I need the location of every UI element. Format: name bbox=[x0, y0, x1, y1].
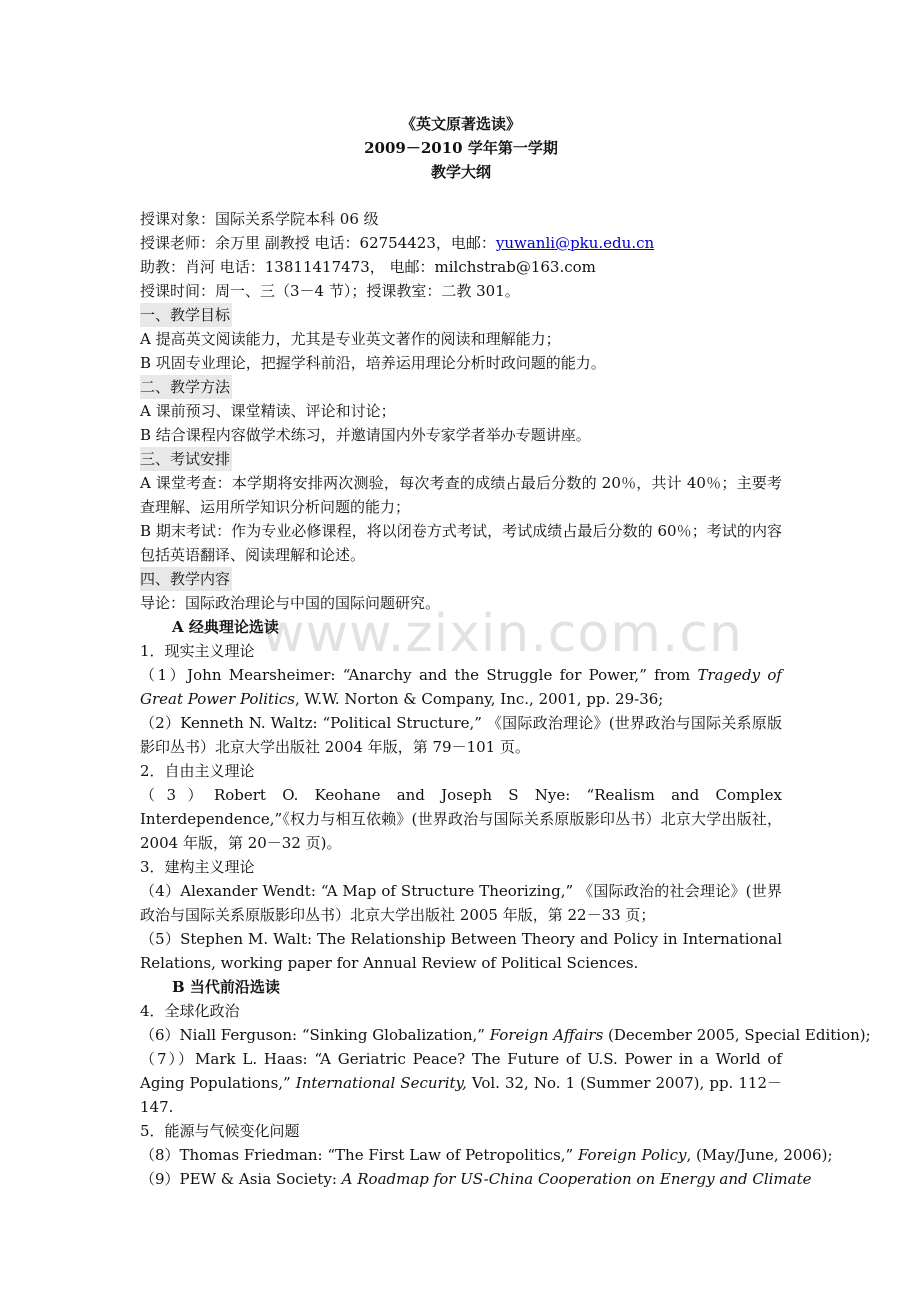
section-goals-title: 一、教学目标 bbox=[140, 303, 232, 327]
reading-8-date: , (May/June, 2006); bbox=[686, 1146, 833, 1164]
goal-a: A 提高英文阅读能力，尤其是专业英文著作的阅读和理解能力； bbox=[140, 330, 561, 348]
reading-9-title: A Roadmap for US-China Cooperation on Energy and Climate bbox=[341, 1170, 812, 1188]
reading-7-issue: Vol. 32, No. 1 (Summer 2007), pp. 112－147. bbox=[140, 1074, 783, 1116]
watermark: www.zixin.com.cn bbox=[262, 604, 743, 664]
reading-1-text: （1）John Mearsheimer: “Anarchy and the Struggle for Power,” from bbox=[140, 666, 698, 684]
reading-4: （4）Alexander Wendt: “A Map of Structure Theorizing,” 《国际政治的社会理论》(世界政治与国际关系原版影印丛书）北京大学出版社 2005 年版，第 22－33 页； bbox=[140, 882, 782, 924]
reading-6-journal: Foreign Affairs bbox=[489, 1026, 604, 1044]
section-content bbox=[140, 567, 782, 591]
term-title: 2009－2010 学年第一学期 bbox=[364, 139, 558, 157]
teacher-text: 授课老师：余万里 副教授 电话：62754423，电邮： bbox=[140, 234, 496, 252]
section-methods bbox=[140, 375, 782, 399]
syllabus-page bbox=[140, 112, 871, 1191]
section-exams-title: 三、考试安排 bbox=[140, 447, 232, 471]
reading-8 bbox=[140, 1143, 833, 1167]
section-content-title: 四、教学内容 bbox=[140, 567, 232, 591]
reading-9-text: （9）PEW & Asia Society: bbox=[140, 1170, 342, 1188]
teacher-line bbox=[140, 231, 782, 255]
reading-7-text: （7））Mark L. Haas: “A Geriatric Peace? The Future of U.S. Power in a World of Aging Populations,” bbox=[140, 1050, 782, 1092]
topic-liberalism: 2．自由主义理论 bbox=[140, 762, 255, 780]
section-methods-title: 二、教学方法 bbox=[140, 375, 232, 399]
reading-7-journal: International Security, bbox=[295, 1074, 467, 1092]
topic-globalization: 4．全球化政治 bbox=[140, 1002, 240, 1020]
reading-1-publisher: , W.W. Norton & Company, Inc., 2001, pp. 29-36; bbox=[294, 690, 664, 708]
audience-line: 授课对象：国际关系学院本科 06 级 bbox=[140, 210, 379, 228]
reading-8-text: （8）Thomas Friedman: “The First Law of Petropolitics,” bbox=[140, 1146, 578, 1164]
goal-b: B 巩固专业理论，把握学科前沿，培养运用理论分析时政问题的能力。 bbox=[140, 354, 606, 372]
method-a: A 课前预习、课堂精读、评论和讨论； bbox=[140, 402, 396, 420]
exam-b: B 期末考试：作为专业必修课程，将以闭卷方式考试，考试成绩占最后分数的 60％；考试的内容包括英语翻译、阅读理解和论述。 bbox=[140, 522, 782, 564]
reading-6-text: （6）Niall Ferguson: “Sinking Globalization,” bbox=[140, 1026, 490, 1044]
topic-realism: 1．现实主义理论 bbox=[140, 642, 255, 660]
spacer bbox=[140, 184, 782, 207]
reading-2: （2）Kenneth N. Waltz: “Political Structure,” 《国际政治理论》(世界政治与国际关系原版影印丛书）北京大学出版社 2004 年版，第 79－101 页。 bbox=[140, 714, 782, 756]
reading-6-date: (December 2005, Special Edition); bbox=[603, 1026, 871, 1044]
exam-a: A 课堂考查：本学期将安排两次测验，每次考查的成绩占最后分数的 20％，共计 40％；主要考查理解、运用所学知识分析问题的能力； bbox=[140, 474, 782, 516]
method-b: B 结合课程内容做学术练习，并邀请国内外专家学者举办专题讲座。 bbox=[140, 426, 591, 444]
topic-constructivism: 3．建构主义理论 bbox=[140, 858, 255, 876]
reading-1 bbox=[140, 663, 782, 711]
reading-7 bbox=[140, 1047, 782, 1119]
reading-9 bbox=[140, 1167, 812, 1191]
reading-8-journal: Foreign Policy bbox=[577, 1146, 687, 1164]
intro-line: 导论：国际政治理论与中国的国际问题研究。 bbox=[140, 594, 441, 612]
section-exams bbox=[140, 447, 782, 471]
doc-type-title: 教学大纲 bbox=[430, 163, 491, 181]
part-b-heading: B 当代前沿选读 bbox=[172, 978, 280, 996]
assistant-line: 助教：肖河 电话：13811417473， 电邮：milchstrab@163.com bbox=[140, 258, 596, 276]
reading-6 bbox=[140, 1023, 871, 1047]
section-goals bbox=[140, 303, 782, 327]
course-title: 《英文原著选读》 bbox=[400, 115, 521, 133]
reading-1-book: Tragedy of Great Power Politics bbox=[140, 666, 782, 708]
teacher-email-link[interactable]: yuwanli@pku.edu.cn bbox=[495, 234, 655, 252]
topic-energy: 5．能源与气候变化问题 bbox=[140, 1122, 300, 1140]
reading-5: （5）Stephen M. Walt: The Relationship Between Theory and Policy in International Relations, working paper for Annual Review of Political Sciences. bbox=[140, 930, 782, 972]
reading-3: （3）Robert O. Keohane and Joseph S Nye: “Realism and Complex Interdependence,”《权力与相互依赖》(世界政治与国际关系原版影印丛书）北京大学出版社，2004 年版，第 20－32 页)。 bbox=[140, 786, 782, 852]
schedule-line: 授课时间：周一、三（3－4 节）；授课教室：二教 301。 bbox=[140, 282, 520, 300]
part-a-heading: A 经典理论选读 bbox=[172, 618, 279, 636]
